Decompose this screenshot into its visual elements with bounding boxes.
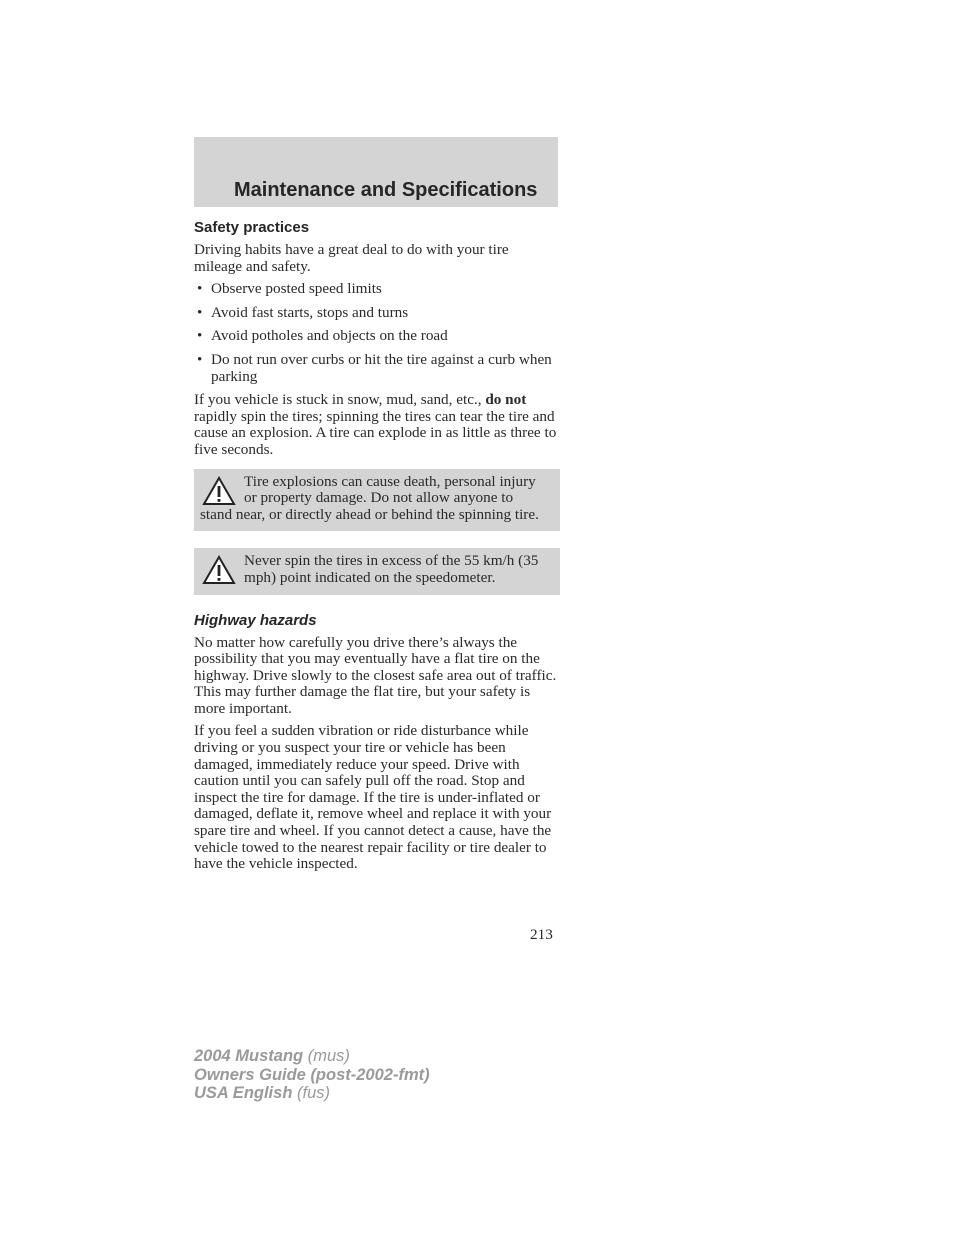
- page-number: 213: [530, 926, 553, 943]
- warning-box: [194, 469, 560, 532]
- bullet-icon: •: [197, 327, 203, 345]
- warning-text: Tire explosions can cause death, personal injury or property damage. Do not allow anyone to stand near, or directly ahead or behind the spinning tire.: [200, 472, 539, 523]
- stuck-text-end: rapidly spin the tires; spinning the tires can tear the tire and cause an explosion. A tire can explode in as little as three to five seconds.: [194, 407, 557, 458]
- warning-triangle-icon: [202, 555, 236, 585]
- page-content: [194, 219, 560, 879]
- footer-guide: Owners Guide (post-2002-fmt): [194, 1065, 430, 1084]
- safety-bullet-list: [194, 281, 560, 385]
- vibration-paragraph: If you feel a sudden vibration or ride disturbance while driving or you suspect your tire or vehicle has been damaged, immediately reduce your speed. Drive with caution until you can safely pull off the road. Stop and inspect the tire for damage. If the tire is under-inflated or damaged, deflate it, remove wheel and replace it with your spare tire and wheel. If you cannot detect a cause, have the vehicle towed to the nearest repair facility or tire dealer to have the vehicle inspected.: [194, 722, 552, 873]
- list-item-text: Do not run over curbs or hit the tire against a curb when parking: [211, 350, 552, 385]
- list-item-text: Avoid potholes and objects on the road: [211, 327, 448, 345]
- section-title: Maintenance and Specifications: [234, 179, 538, 201]
- section-header: [194, 137, 558, 207]
- warning-box: [194, 548, 560, 594]
- warning-text: Never spin the tires in excess of the 55 km/h (35 mph) point indicated on the speedometer.: [244, 552, 539, 586]
- stuck-text-start: If you vehicle is stuck in snow, mud, sand, etc.,: [194, 391, 482, 409]
- footer-model-code: (mus): [307, 1047, 350, 1065]
- document-footer: [194, 1047, 430, 1103]
- footer-language: USA English: [194, 1084, 293, 1102]
- bullet-icon: •: [197, 280, 203, 298]
- footer-model: 2004 Mustang: [194, 1047, 304, 1065]
- highway-hazards-heading: Highway hazards: [194, 611, 317, 629]
- footer-line-model: [194, 1047, 430, 1066]
- list-item-text: Observe posted speed limits: [211, 280, 382, 298]
- list-item: [194, 281, 560, 298]
- stuck-text-emphasis: do not: [485, 391, 527, 409]
- footer-line-guide: [194, 1066, 430, 1085]
- highway-paragraph: No matter how carefully you drive there’s always the possibility that you may eventually have a flat tire on the highway. Drive slowly to the closest safe area out of traffic. This may further damage the flat tire, but your safety is more important.: [194, 633, 557, 717]
- bullet-icon: •: [197, 303, 203, 321]
- list-item: [194, 352, 560, 385]
- list-item-text: Avoid fast starts, stops and turns: [211, 303, 409, 321]
- list-item: [194, 328, 560, 345]
- safety-practices-heading: Safety practices: [194, 219, 310, 236]
- list-item: [194, 305, 560, 322]
- footer-line-language: [194, 1084, 430, 1103]
- bullet-icon: •: [197, 350, 203, 368]
- stuck-vehicle-paragraph: [194, 392, 560, 458]
- safety-intro-paragraph: Driving habits have a great deal to do with your tire mileage and safety.: [194, 241, 509, 275]
- warning-triangle-icon: [202, 476, 236, 506]
- footer-language-code: (fus): [297, 1084, 330, 1102]
